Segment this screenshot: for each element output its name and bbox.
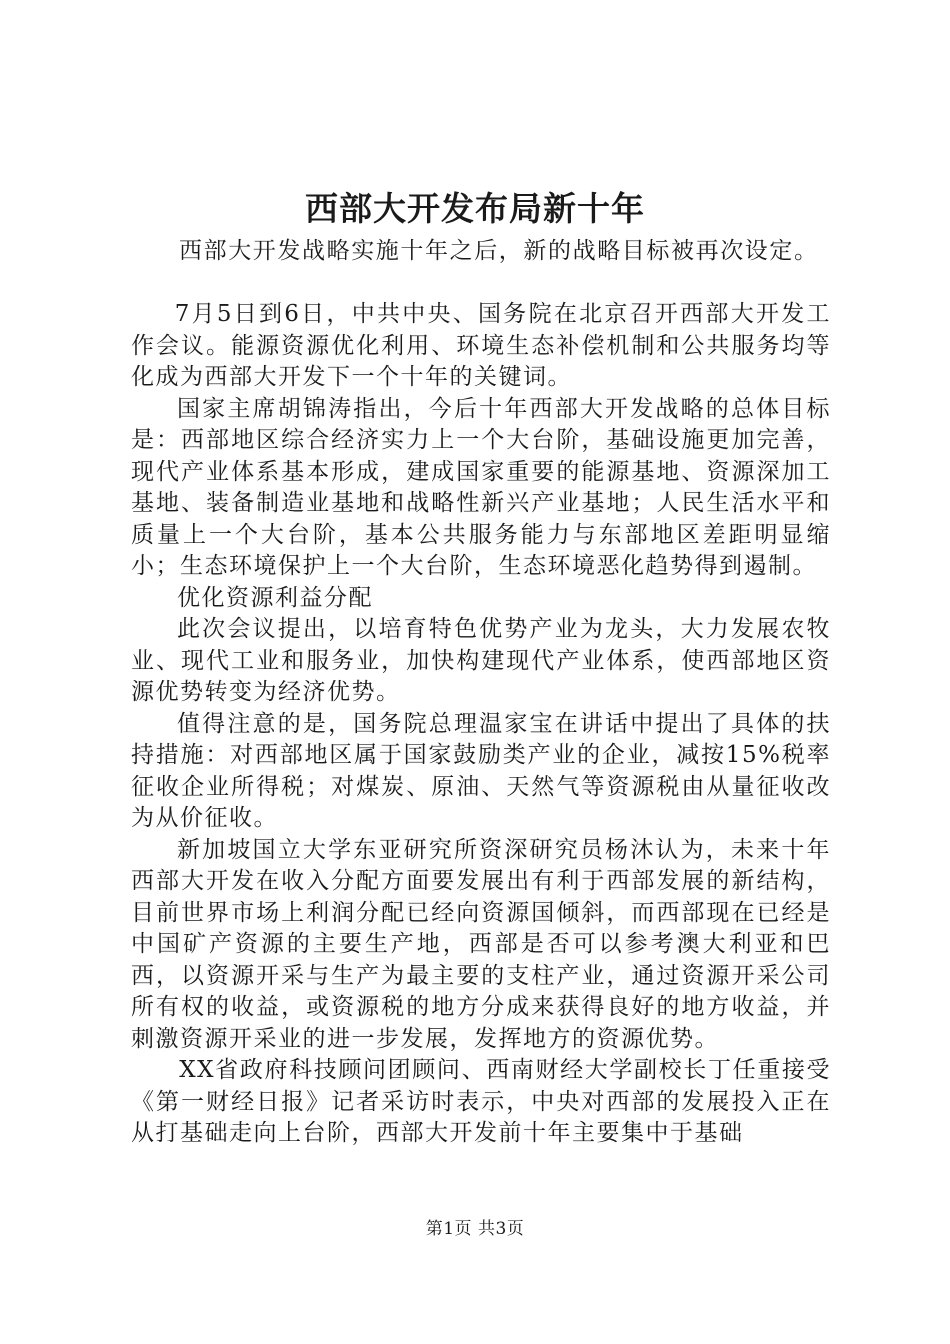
paragraph: 7月5日到6日，中共中央、国务院在北京召开西部大开发工作会议。能源资源优化利用、环境生态补偿机制和公共服务均等化成为西部大开发下一个十年的关键词。: [131, 301, 831, 390]
document-body: [131, 236, 831, 1150]
paragraph: 新加坡国立大学东亚研究所资深研究员杨沐认为，未来十年西部大开发在收入分配方面要发展出有利于西部发展的新结构，目前世界市场上利润分配已经向资源国倾斜，而西部现在已经是中国矿产资源的主要生产地，西部是否可以参考澳大利亚和巴西，以资源开采与生产为最主要的支柱产业，通过资源开采公司所有权的收益，或资源税的地方分成来获得良好的地方收益，并刺激资源开采业的进一步发展，发挥地方的资源优势。: [131, 836, 831, 1052]
page-footer: 第1页 共3页: [425, 1219, 525, 1239]
paragraph: 国家主席胡锦涛指出，今后十年西部大开发战略的总体目标是：西部地区综合经济实力上一个大台阶，基础设施更加完善，现代产业体系基本形成，建成国家重要的能源基地、资源深加工基地、装备制造业基地和战略性新兴产业基地；人民生活水平和质量上一个大台阶，基本公共服务能力与东部地区差距明显缩小；生态环境保护上一个大台阶，生态环境恶化趋势得到遏制。: [131, 395, 831, 579]
paragraph: XX省政府科技顾问团顾问、西南财经大学副校长丁任重接受《第一财经日报》记者采访时表示，中央对西部的发展投入正在从打基础走向上台阶，西部大开发前十年主要集中于基础: [131, 1057, 831, 1146]
paragraph: 此次会议提出，以培育特色优势产业为龙头，大力发展农牧业、现代工业和服务业，加快构建现代产业体系，使西部地区资源优势转变为经济优势。: [131, 616, 831, 705]
document-title: 西部大开发布局新十年: [305, 189, 645, 228]
paragraph: 值得注意的是，国务院总理温家宝在讲话中提出了具体的扶持措施：对西部地区属于国家鼓励类产业的企业，减按15%税率征收企业所得税；对煤炭、原油、天然气等资源税由从量征收改为从价征收。: [131, 710, 831, 831]
section-heading: 优化资源利益分配: [177, 584, 373, 611]
document-subtitle: 西部大开发战略实施十年之后，新的战略目标被再次设定。: [179, 238, 819, 264]
blank-line: [131, 268, 831, 300]
